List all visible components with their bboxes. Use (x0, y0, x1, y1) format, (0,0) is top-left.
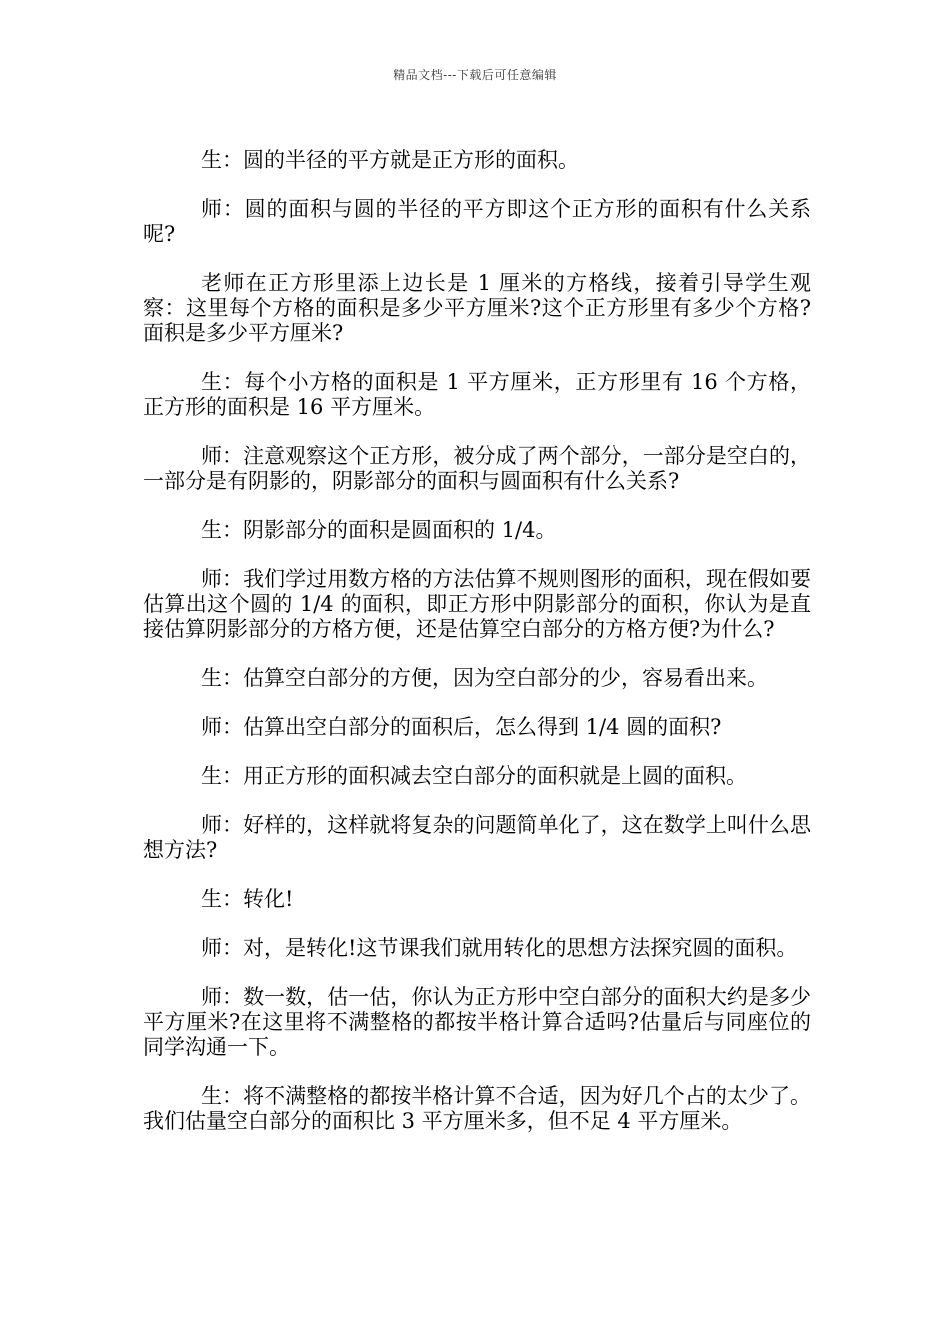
paragraph: 师：我们学过用数方格的方法估算不规则图形的面积，现在假如要估算出这个圆的 1/4 的面积，即正方形中阴影部分的面积，你认为是直接估算阴影部分的方格方便，还是估算空白部分的方格方便?为什么? (143, 567, 811, 641)
paragraph: 生：转化! (201, 887, 294, 911)
paragraph: 师：注意观察这个正方形，被分成了两个部分，一部分是空白的，一部分是有阴影的，阴影部分的面积与圆面积有什么关系? (143, 444, 811, 493)
paragraph: 生：将不满整格的都按半格计算不合适，因为好几个占的太少了。我们估量空白部分的面积比 3 平方厘米多，但不足 4 平方厘米。 (143, 1084, 811, 1133)
paragraph: 师：好样的，这样就将复杂的问题简单化了，这在数学上叫什么思想方法? (143, 813, 811, 862)
paragraph: 师：对，是转化!这节课我们就用转化的思想方法探究圆的面积。 (201, 936, 798, 960)
page-header: 精品文档---下载后可任意编辑 (393, 68, 557, 82)
paragraph: 生：阴影部分的面积是圆面积的 1/4。 (201, 518, 557, 542)
paragraph: 师：圆的面积与圆的半径的平方即这个正方形的面积有什么关系呢? (143, 197, 811, 246)
paragraph: 生：估算空白部分的方便，因为空白部分的少，容易看出来。 (201, 666, 768, 690)
paragraph: 师：数一数，估一估，你认为正方形中空白部分的面积大约是多少平方厘米?在这里将不满整格的都按半格计算合适吗?估量后与同座位的同学沟通一下。 (143, 985, 811, 1059)
paragraph: 生：圆的半径的平方就是正方形的面积。 (201, 148, 579, 172)
document-body (143, 148, 811, 1158)
paragraph: 老师在正方形里添上边长是 1 厘米的方格线，接着引导学生观察：这里每个方格的面积是多少平方厘米?这个正方形里有多少个方格?面积是多少平方厘米? (143, 271, 811, 345)
paragraph: 生：每个小方格的面积是 1 平方厘米，正方形里有 16 个方格，正方形的面积是 16 平方厘米。 (143, 370, 811, 419)
paragraph: 师：估算出空白部分的面积后，怎么得到 1/4 圆的面积? (201, 715, 722, 739)
paragraph: 生：用正方形的面积减去空白部分的面积就是上圆的面积。 (201, 764, 747, 788)
